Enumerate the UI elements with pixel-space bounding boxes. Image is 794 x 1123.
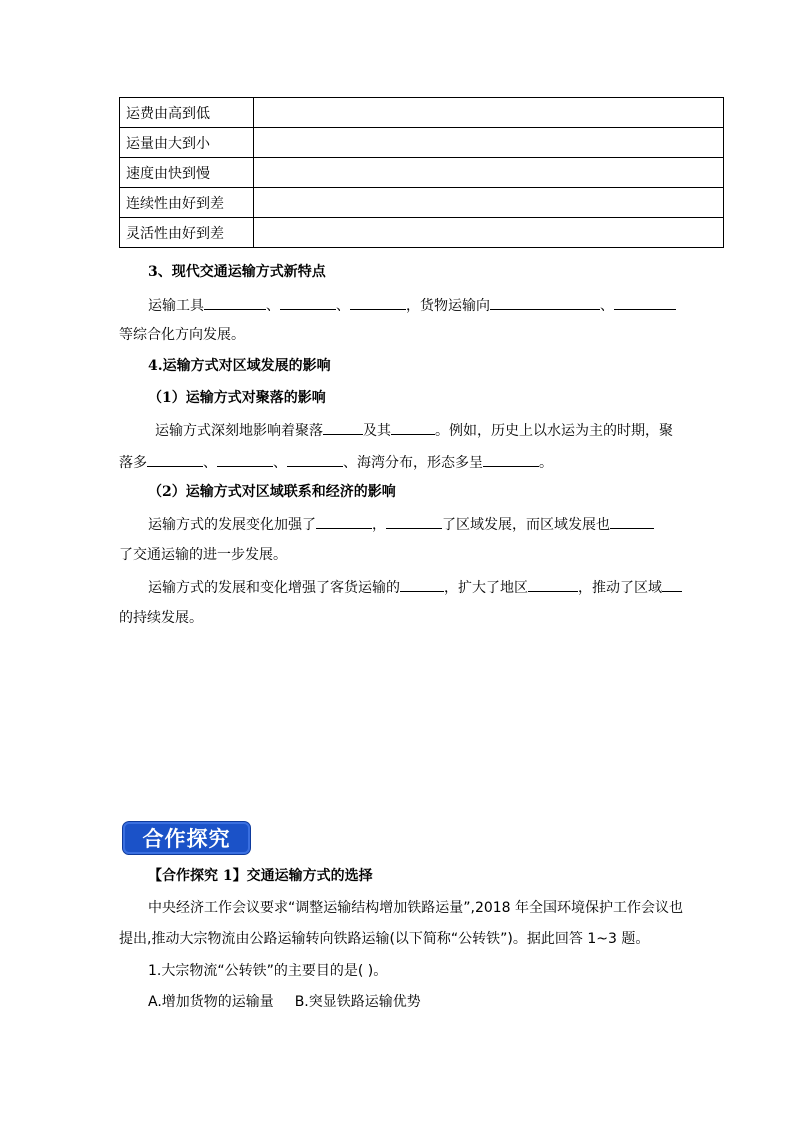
table-row-value [254, 188, 724, 218]
fill-blank [147, 452, 203, 467]
table-row-value [254, 128, 724, 158]
fill-blank [614, 295, 676, 310]
inquiry-paragraph-2: 提出,推动大宗物流由公路运输转向铁路运输(以下简称“公转铁”)。据此回答 1~3 题。 [119, 931, 650, 947]
text: 运输工具 [148, 298, 204, 314]
option-a: A.增加货物的运输量 [148, 994, 274, 1010]
text: 、 [266, 298, 280, 314]
fill-blank [280, 295, 336, 310]
question-1-options [148, 993, 421, 1011]
text: 了区域发展，而区域发展也 [442, 517, 610, 533]
fill-blank [204, 295, 266, 310]
text: 、 [336, 298, 350, 314]
fill-blank [528, 577, 578, 592]
text: 运输方式深刻地影响着聚落 [155, 423, 323, 439]
text: 、 [203, 455, 217, 471]
cooperative-inquiry-banner [123, 822, 250, 854]
inquiry-heading: 【合作探究 1】交通运输方式的选择 [148, 868, 373, 884]
fill-blank [610, 514, 654, 529]
section4-paragraph-1 [155, 420, 673, 440]
section4-subheading-1: （1）运输方式对聚落的影响 [148, 390, 326, 406]
text: 。 [539, 455, 553, 471]
text: 及其 [363, 423, 391, 439]
table-row [120, 218, 724, 248]
table-row [120, 128, 724, 158]
fill-blank [316, 514, 372, 529]
table-row-value [254, 218, 724, 248]
section4-paragraph-1-cont [119, 452, 553, 472]
fill-blank [217, 452, 273, 467]
table-row [120, 158, 724, 188]
fill-blank [323, 420, 363, 435]
text: ，扩大了地区 [444, 580, 528, 596]
table-row-label: 连续性由好到差 [120, 188, 254, 218]
section4-subheading-2: （2）运输方式对区域联系和经济的影响 [148, 484, 396, 500]
fill-blank [287, 452, 343, 467]
section4-paragraph-3-cont: 的持续发展。 [119, 610, 203, 626]
section3-heading: 3、现代交通运输方式新特点 [148, 264, 326, 280]
text: 、海湾分布，形态多呈 [343, 455, 483, 471]
table-row-label: 运费由高到低 [120, 98, 254, 128]
text: ， [372, 517, 386, 533]
fill-blank [490, 295, 600, 310]
fill-blank [662, 577, 682, 592]
banner-label: 合作探究 [142, 827, 231, 851]
section3-line1 [148, 295, 676, 315]
transport-comparison-table [119, 97, 724, 248]
table-row-label: 速度由快到慢 [120, 158, 254, 188]
text: 落多 [119, 455, 147, 471]
fill-blank [391, 420, 435, 435]
text: 、 [273, 455, 287, 471]
question-1: 1.大宗物流“公转铁”的主要目的是( )。 [148, 963, 388, 979]
fill-blank [350, 295, 406, 310]
text: 运输方式的发展和变化增强了客货运输的 [148, 580, 400, 596]
text: ，推动了区域 [578, 580, 662, 596]
text: ，货物运输向 [406, 298, 490, 314]
section4-paragraph-2 [148, 514, 654, 534]
table-row-label: 运量由大到小 [120, 128, 254, 158]
section3-line2: 等综合化方向发展。 [119, 327, 245, 343]
text: 。例如，历史上以水运为主的时期，聚 [435, 423, 673, 439]
text: 运输方式的发展变化加强了 [148, 517, 316, 533]
table-row-value [254, 98, 724, 128]
table-row [120, 188, 724, 218]
section4-heading: 4.运输方式对区域发展的影响 [148, 358, 331, 374]
table-row-label: 灵活性由好到差 [120, 218, 254, 248]
section4-paragraph-3 [148, 577, 682, 597]
section4-paragraph-2-cont: 了交通运输的进一步发展。 [119, 547, 287, 563]
fill-blank [400, 577, 444, 592]
option-b: B.突显铁路运输优势 [294, 994, 421, 1010]
table-row [120, 98, 724, 128]
text: 、 [600, 298, 614, 314]
fill-blank [386, 514, 442, 529]
inquiry-paragraph-1: 中央经济工作会议要求“调整运输结构增加铁路运量”,2018 年全国环境保护工作会议也 [148, 900, 684, 916]
table-row-value [254, 158, 724, 188]
fill-blank [483, 452, 539, 467]
